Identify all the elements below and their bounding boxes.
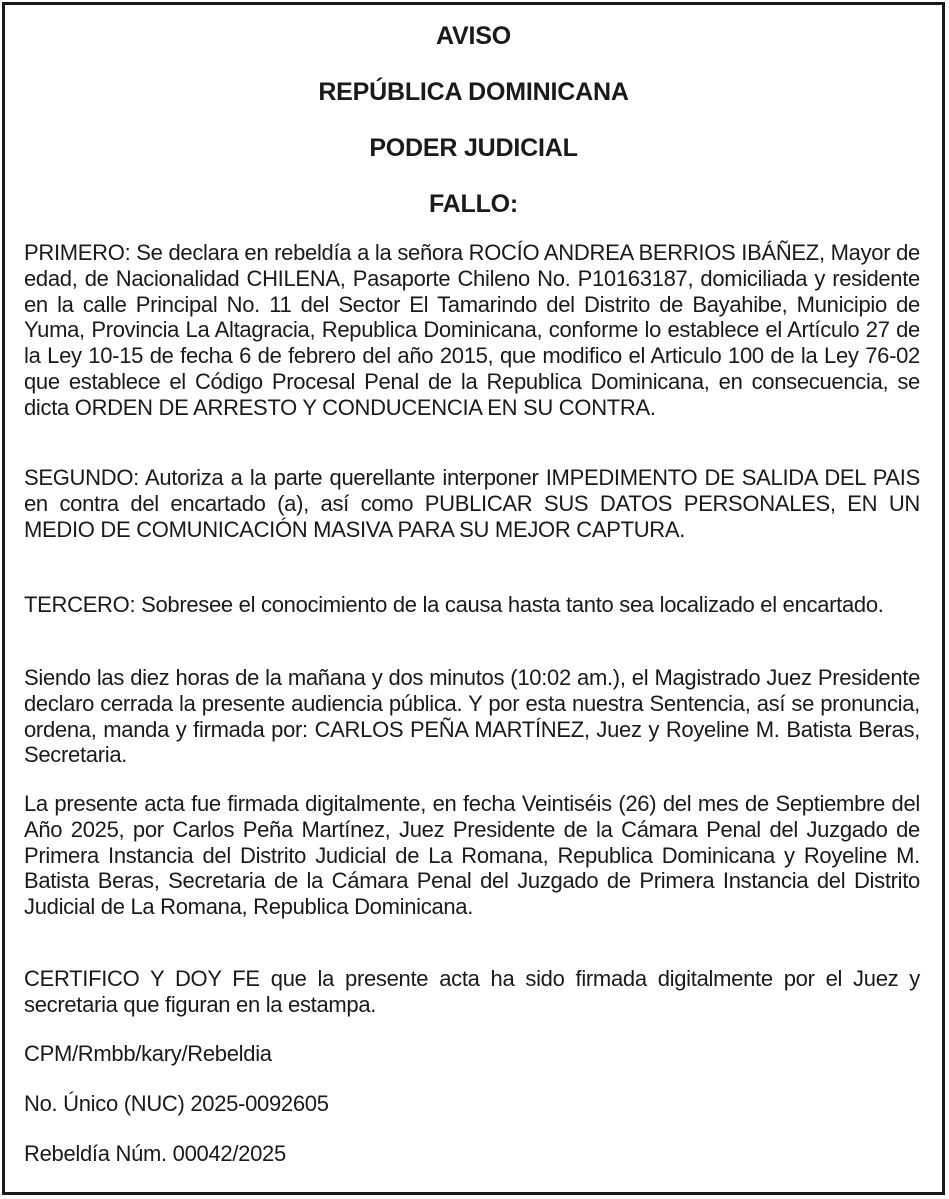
notice-title: AVISO <box>436 22 511 50</box>
paragraph-tercero: TERCERO: Sobresee el conocimiento de la causa hasta tanto sea localizado el encartado. <box>24 592 884 617</box>
nuc-number: No. Único (NUC) 2025-0092605 <box>24 1091 329 1116</box>
legal-notice-box <box>2 2 945 1195</box>
ruling-heading: FALLO: <box>428 190 519 218</box>
paragraph-primero: PRIMERO: Se declara en rebeldía a la señora ROCÍO ANDREA BERRIOS IBÁÑEZ, Mayor de edad, de Nacionalidad CHILENA, Pasaporte Chileno No. P10163187, domiciliada y residente en la calle Principal No. 11 del Sector El Tamarindo del Distrito de Bayahibe, Municipio de Yuma, Provincia La Altagracia, Republica Dominicana, conforme lo establece el Artículo 27 de la Ley 10-15 de fecha 6 de febrero del año 2015, que modifico el Articulo 100 de la Ley 76-02 que establece el Código Procesal Penal de la Republica Dominicana, en consecuencia, se dicta ORDEN DE ARRESTO Y CONDUCENCIA EN SU CONTRA. <box>24 240 920 420</box>
case-reference: CPM/Rmbb/kary/Rebeldia <box>24 1041 272 1066</box>
paragraph-digital-signature: La presente acta fue firmada digitalmente, en fecha Veintiséis (26) del mes de Septiembre del Año 2025, por Carlos Peña Martínez, Juez Presidente de la Cámara Penal del Juzgado de Primera Instancia del Distrito Judicial de La Romana, Republica Dominicana y Royeline M. Batista Beras, Secretaria de la Cámara Penal del Juzgado de Primera Instancia del Distrito Judicial de La Romana, Republica Dominicana. <box>24 791 920 920</box>
rebeldia-number: Rebeldía Núm. 00042/2025 <box>24 1141 286 1166</box>
republic-heading: REPÚBLICA DOMINICANA <box>318 78 629 106</box>
paragraph-certification: CERTIFICO Y DOY FE que la presente acta ha sido firmada digitalmente por el Juez y secretaria que figuran en la estampa. <box>24 966 920 1017</box>
paragraph-closing-hearing: Siendo las diez horas de la mañana y dos minutos (10:02 am.), el Magistrado Juez Presidente declaro cerrada la presente audiencia pública. Y por esta nuestra Sentencia, así se pronuncia, ordena, manda y firmada por: CARLOS PEÑA MARTÍNEZ, Juez y Royeline M. Batista Beras, Secretaria. <box>24 665 920 768</box>
paragraph-segundo: SEGUNDO: Autoriza a la parte querellante interponer IMPEDIMENTO DE SALIDA DEL PAIS en contra del encartado (a), así como PUBLICAR SUS DATOS PERSONALES, EN UN MEDIO DE COMUNICACIÓN MASIVA PARA SU MEJOR CAPTURA. <box>24 465 920 542</box>
judicial-branch-heading: PODER JUDICIAL <box>369 134 578 162</box>
